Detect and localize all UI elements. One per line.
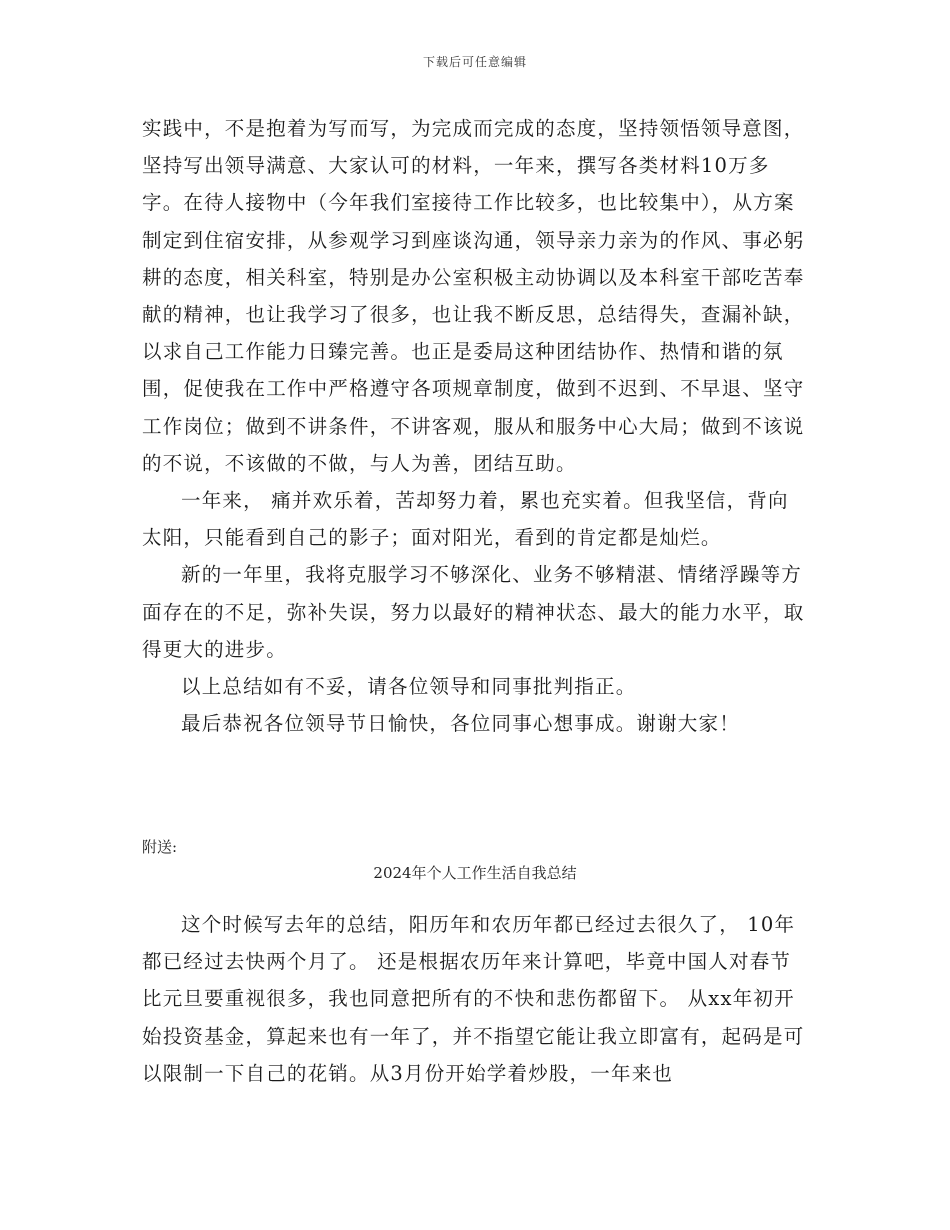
appendix-label: 附送: [142,838,178,856]
summary-body [142,110,807,742]
paragraph: 一年来， 痛并欢乐着，苦却努力着，累也充实着。但我坚信，背向太阳，只能看到自己的影子；面对阳光，看到的肯定都是灿烂。 [142,489,789,550]
paragraph: 新的一年里，我将克服学习不够深化、业务不够精湛、情绪浮躁等方面存在的不足，弥补失误，努力以最好的精神状态、最大的能力水平，取得更大的进步。 [142,563,805,661]
paragraph: 这个时候写去年的总结，阳历年和农历年都已经过去很久了， 10年都已经过去快两个月了。 还是根据农历年来计算吧，毕竟中国人对春节比元旦要重视很多，我也同意把所有的不快和悲伤都留下。 从xx年初开始投资基金，算起来也有一年了，并不指望它能让我立即富有，起码是可以限制一下自己的花销。从3月份开始学着炒股，一年来也 [142,913,805,1085]
paragraph: 实践中，不是抱着为写而写，为完成而完成的态度，坚持领悟领导意图，坚持写出领导满意、大家认可的材料，一年来，撰写各类材料10万多字。在待人接物中（今年我们室接待工作比较多，也比较集中），从方案制定到住宿安排，从参观学习到座谈沟通，领导亲力亲为的作风、事必躬耕的态度，相关科室，特别是办公室积极主动协调以及本科室干部吃苦奉献的精神，也让我学习了很多，也让我不断反思，总结得失，查漏补缺，以求自己工作能力日臻完善。也正是委局这种团结协作、热情和谐的氛围，促使我在工作中严格遵守各项规章制度，做到不迟到、不早退、坚守工作岗位；做到不讲条件，不讲客观，服从和服务中心大局；做到不该说的不说，不该做的不做，与人为善，团结互助。 [142,117,805,475]
header-note: 下载后可任意编辑 [422,55,527,69]
appendix-title: 2024年个人工作生活自我总结 [373,864,577,882]
appendix-body [142,906,807,1092]
paragraph: 以上总结如有不妥，请各位领导和同事批判指正。 [181,675,637,699]
paragraph: 最后恭祝各位领导节日愉快，各位同事心想事成。谢谢大家！ [181,712,740,736]
